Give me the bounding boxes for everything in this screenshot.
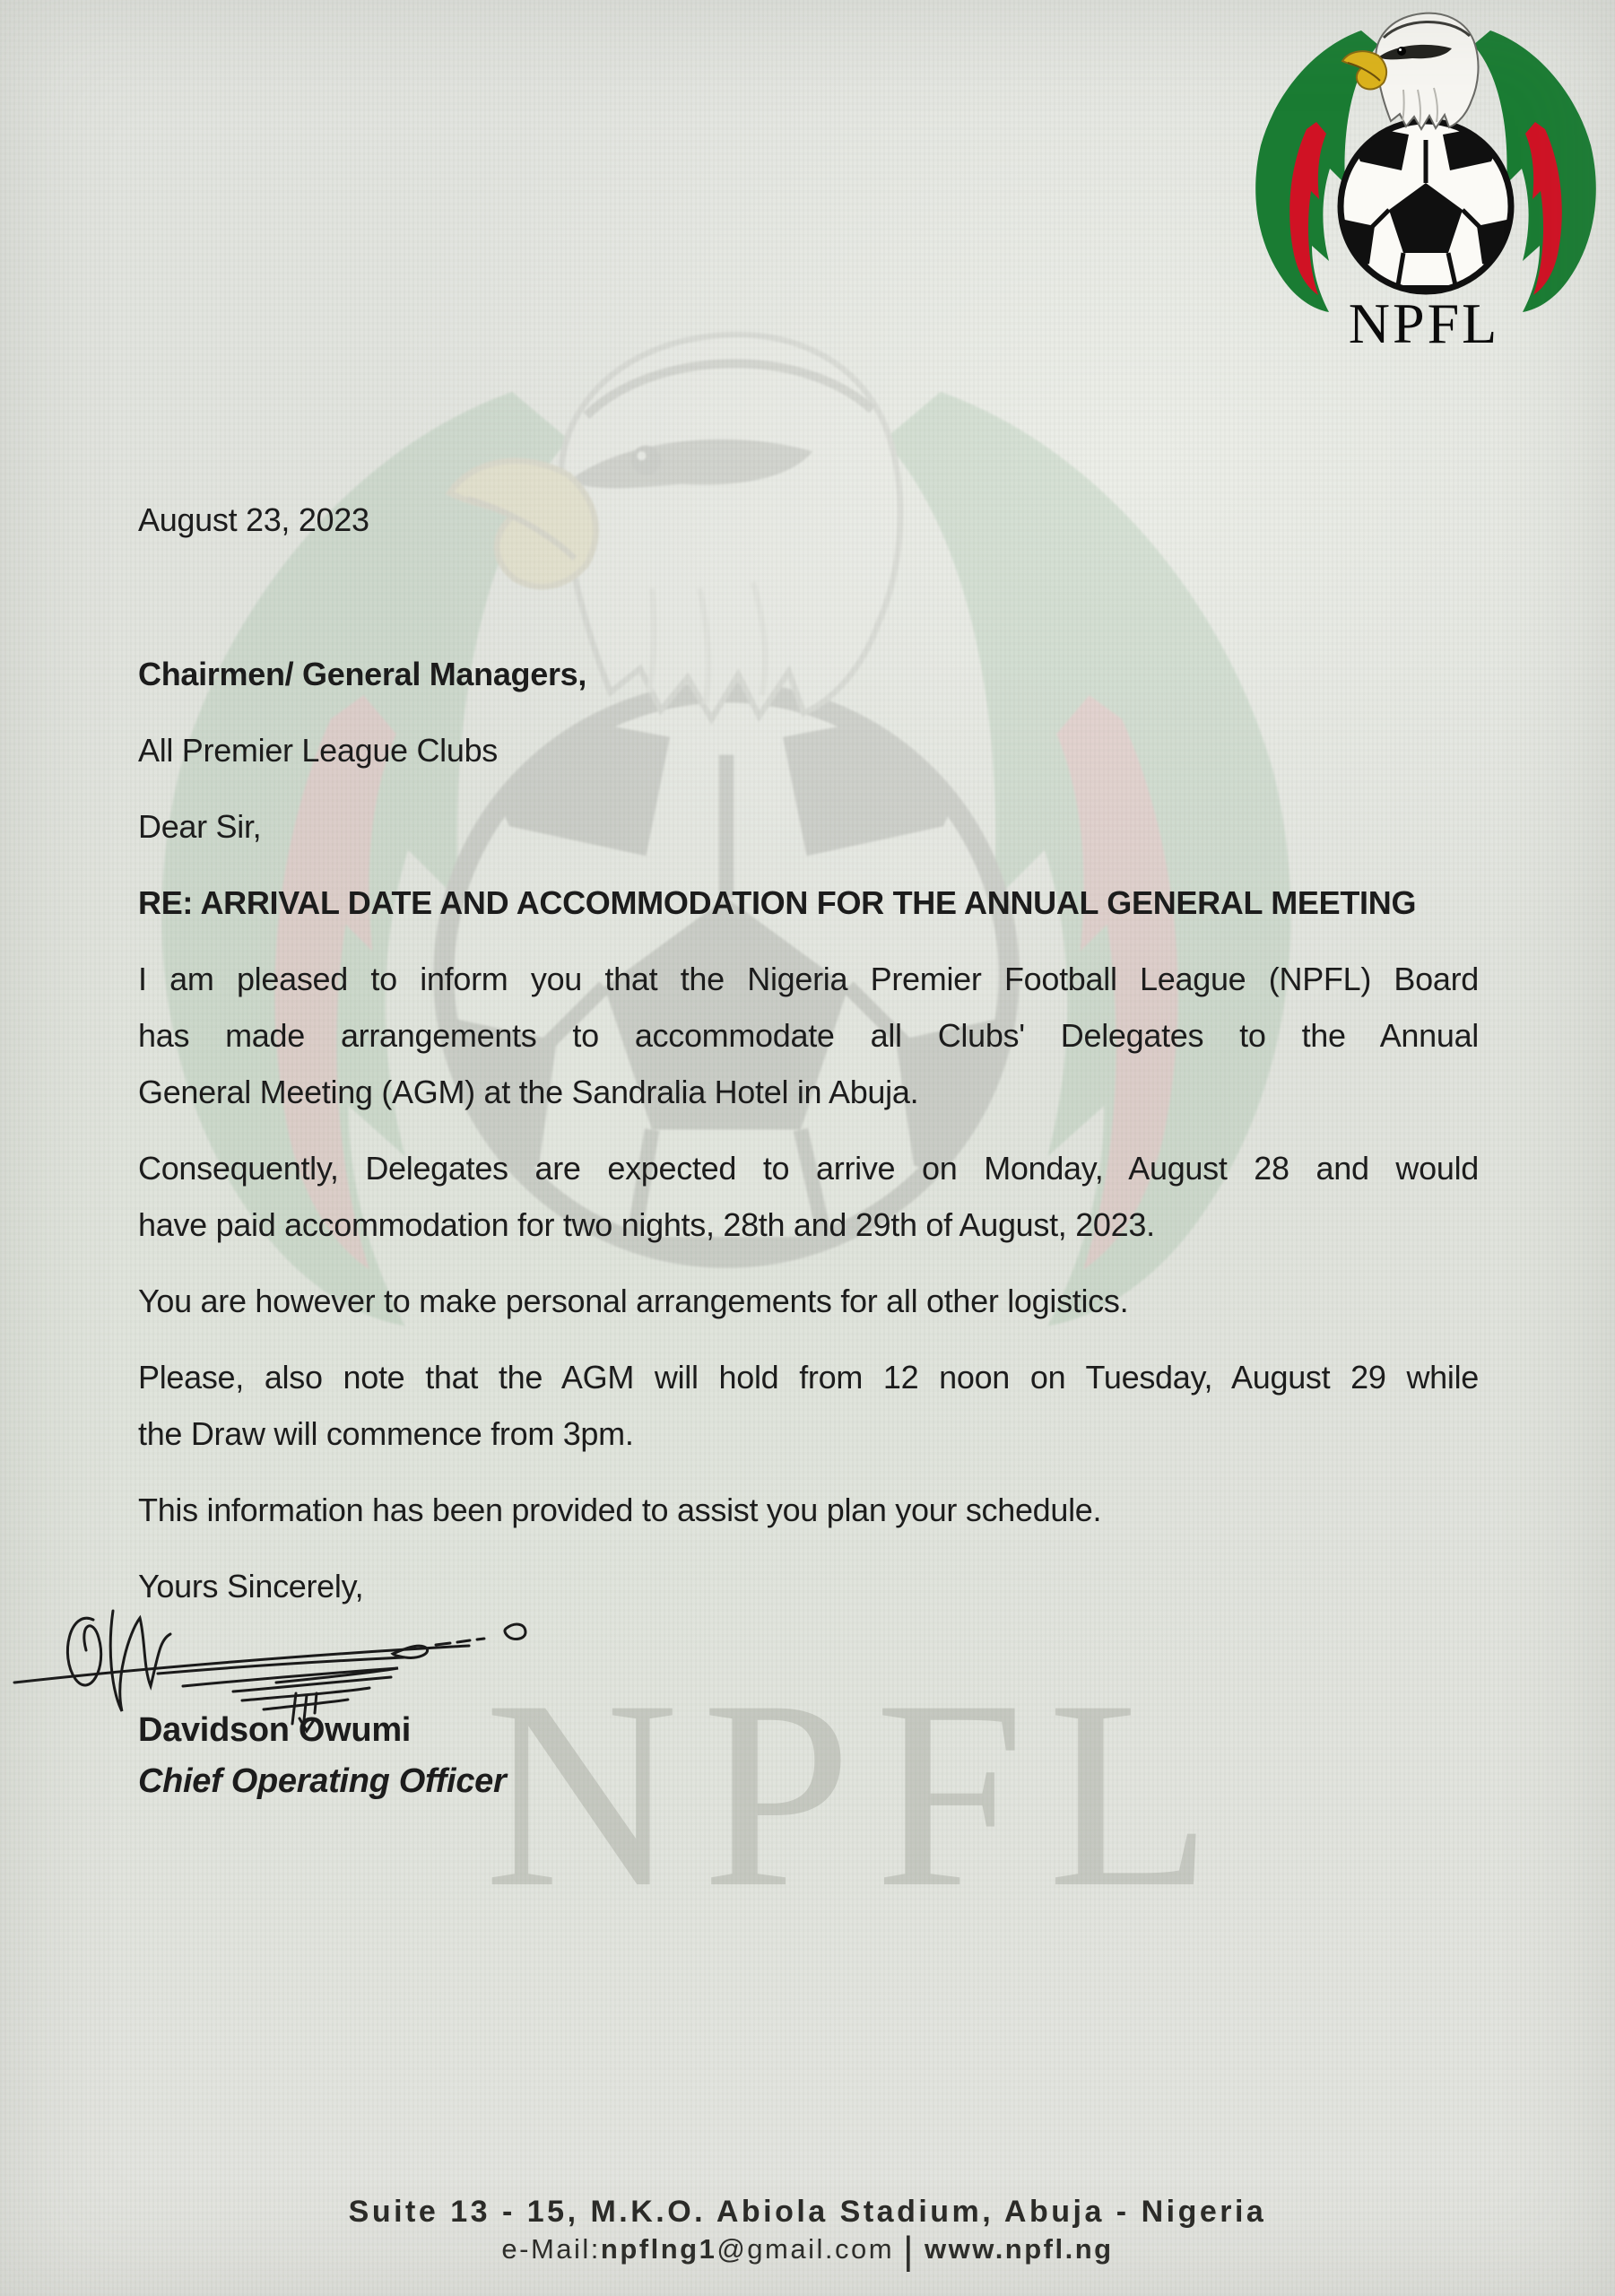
recipient-line: Chairmen/ General Managers, [138,656,587,692]
paragraph [138,1140,1479,1253]
watermark-wordmark: NPFL [484,1645,1236,1943]
letter-body [138,491,1479,1810]
signature-image [7,1600,581,1735]
email-domain: @gmail.com [716,2233,895,2265]
website-url: www.npfl.ng [925,2233,1114,2265]
paragraph-line: I am pleased to inform you that the Nigeria Premier Football League (NPFL) Board [138,961,1479,997]
paragraph [138,1482,1479,1538]
email-user: npflng1 [600,2233,717,2265]
paragraph-line: the Draw will commence from 3pm. [138,1415,634,1452]
footer-address: Suite 13 - 15, M.K.O. Abiola Stadium, Abuja - Nigeria [348,2195,1267,2229]
letterhead-footer [0,2194,1615,2273]
paragraph [138,951,1479,1120]
npfl-logo [1242,7,1610,357]
paragraph-line: This information has been provided to assist you plan your schedule. [138,1492,1102,1528]
closing: Yours Sincerely, [138,1568,364,1605]
paragraph-line: General Meeting (AGM) at the Sandralia Hotel in Abuja. [138,1074,919,1110]
subject-line: RE: ARRIVAL DATE AND ACCOMMODATION FOR THE ANNUAL GENERAL MEETING [138,884,1417,921]
footer-contacts [0,2229,1615,2273]
email-label: e-Mail: [501,2233,601,2265]
letter-date: August 23, 2023 [138,501,369,538]
paragraph-line: You are however to make personal arrangements for all other logistics. [138,1283,1129,1319]
paragraph [138,1273,1479,1329]
paragraph-line: has made arrangements to accommodate all Clubs' Delegates to the Annual [138,1017,1479,1054]
recipient-line: All Premier League Clubs [138,732,498,769]
signatory-title: Chief Operating Officer [138,1762,507,1800]
paragraph [138,1349,1479,1462]
paragraph-line: have paid accommodation for two nights, 28th and 29th of August, 2023. [138,1206,1155,1243]
logo-wordmark: NPFL [1348,291,1500,355]
paragraph-line: Please, also note that the AGM will hold from 12 noon on Tuesday, August 29 while [138,1359,1479,1396]
salutation: Dear Sir, [138,808,262,845]
signatory-name: Davidson Owumi [138,1711,412,1749]
footer-separator: | [903,2229,916,2273]
paragraph-line: Consequently, Delegates are expected to arrive on Monday, August 28 and would [138,1150,1479,1187]
